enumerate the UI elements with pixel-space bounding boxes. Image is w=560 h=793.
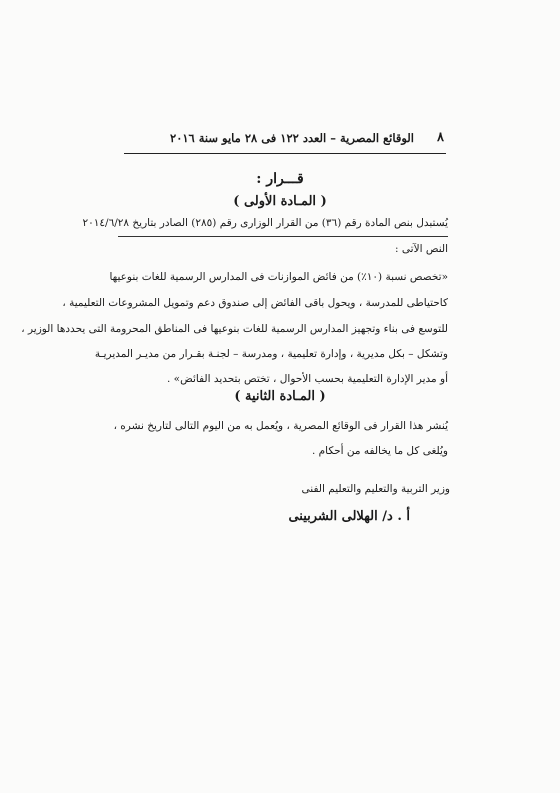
article2-line: ويُلغى كل ما يخالفه من أحكام .: [312, 445, 448, 457]
minister-title: وزير التربية والتعليم والتعليم الفنى: [301, 483, 450, 495]
intro-underline: [118, 236, 448, 237]
header-text: الوقائع المصرية – العدد ١٢٢ فى ٢٨ مايو سنة ٢٠١٦: [170, 131, 414, 145]
article1-line: للتوسع فى بناء وتجهيز المدارس الرسمية للغات بنوعيها فى المناطق المحرومة التى يحددها الوزير ،: [21, 323, 448, 335]
header-divider: [124, 153, 446, 154]
article1-line: أو مدير الإدارة التعليمية بحسب الأحوال ، تختص بتحديد الفائض» .: [166, 373, 448, 385]
minister-signature: أ . د/ الهلالى الشربينى: [288, 509, 410, 524]
article1-line: «تخصص نسبة (١٠٪) من فائض الموازنات فى المدارس الرسمية للغات بنوعيها: [109, 271, 448, 283]
text-label: النص الآتى :: [395, 243, 448, 255]
page-header: [124, 130, 444, 152]
article2-title: ( المـادة الثانية ): [234, 389, 326, 404]
intro-line: يُستبدل بنص المادة رقم (٣٦) من القرار الوزارى رقم (٢٨٥) الصادر بتاريخ ٢٠١٤/٦/٢٨: [82, 217, 448, 229]
article1-title: ( المـادة الأولى ): [233, 194, 327, 209]
article2-line: يُنشر هذا القرار فى الوقائع المصرية ، ويُعمل به من اليوم التالى لتاريخ نشره ،: [113, 420, 448, 432]
page-number: ٨: [437, 130, 444, 145]
article1-line: كاحتياطى للمدرسة ، ويحول باقى الفائض إلى صندوق دعم وتمويل المشروعات التعليمية ،: [62, 297, 448, 309]
article1-line: وتشكل – بكل مديرية ، وإدارة تعليمية ، ومدرسة – لجنـة بقـرار من مديـر المديريـة: [94, 348, 448, 360]
decree-title: قـــرار :: [256, 171, 304, 187]
